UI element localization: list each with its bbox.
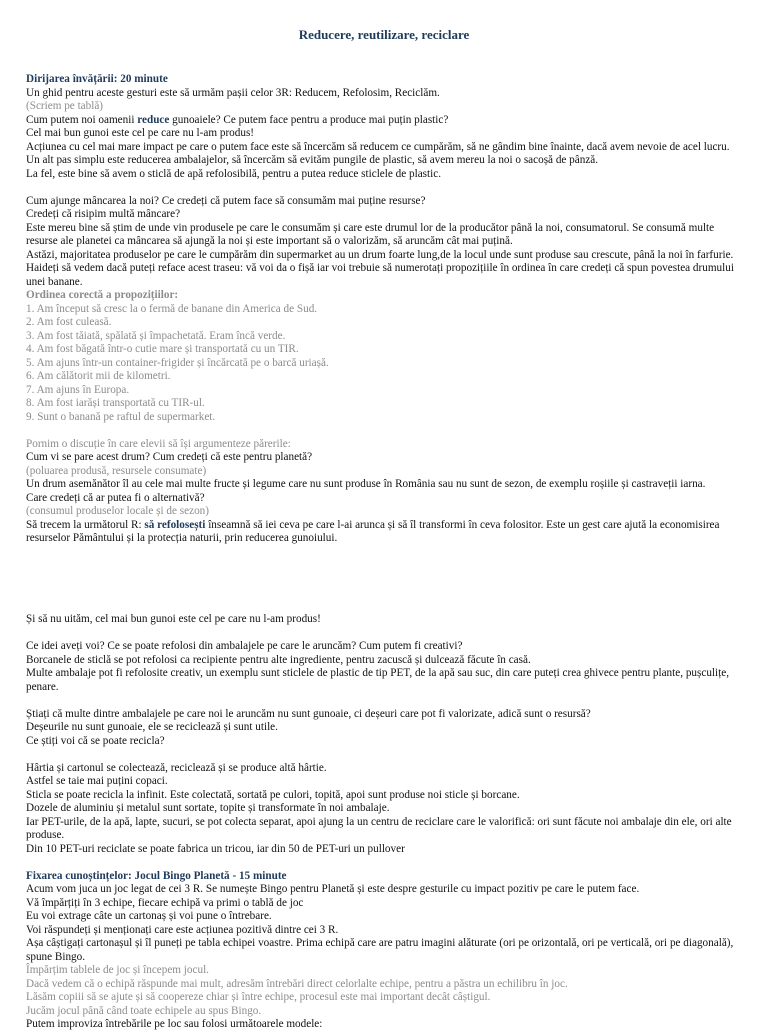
text-line: Deșeurile nu sunt gunoaie, ele se reciclează și sunt utile. <box>26 721 278 733</box>
text-part: Să trecem la următorul R: <box>26 518 145 531</box>
text-line: Borcanele de sticlă se pot refolosi ca recipiente pentru alte ingrediente, pentru zacuscă și dulcează făcute în casă. <box>26 653 531 666</box>
text-line: Dozele de aluminiu și metalul sunt sortate, topite și transformate în noi ambalaje. <box>26 802 390 814</box>
note-text: Împărțim tablele de joc și începem jocul. <box>26 964 209 976</box>
note-text: (consumul produselor locale și de sezon) <box>26 505 209 517</box>
text-line: Ce știți voi că se poate recicla? <box>26 734 165 747</box>
list-item: 7. Am ajuns în Europa. <box>26 383 130 396</box>
text-line: Un ghid pentru aceste gesturi este să urmăm pașii celor 3R: Reducem, Refolosim, Reciclăm. <box>26 86 440 99</box>
text-line: Putem improviza întrebările pe loc sau folosi următoarele modele: <box>26 1018 323 1030</box>
section-heading: Dirijarea învățării: 20 minute <box>26 73 168 85</box>
question-text: Credeți că risipim multă mâncare? <box>26 208 181 220</box>
note-text: (Scriem pe tablă) <box>26 100 104 112</box>
section-heading: Fixarea cunoștințelor: Jocul Bingo Planetă - 15 minute <box>26 869 287 882</box>
text-line: La fel, este bine să avem o sticlă de apă refolosibilă, pentru a putea reduce sticlele de plastic. <box>26 167 442 180</box>
text-line: Vă împărțiți în 3 echipe, fiecare echipă va primi o tablă de joc <box>26 896 304 909</box>
question-text: Cum ajunge mâncarea la noi? Ce credeți că putem face să consumăm mai puține resurse? <box>26 194 426 207</box>
list-item: 9. Sunt o banană pe raftul de supermarket. <box>26 410 216 423</box>
text-line: Iar PET-urile, de la apă, lapte, sucuri, se pot colecta separat, apoi ajung la un centru de reciclare care le valorifică: ori sunt făcute noi ambalaje din ele, ori alte produse. <box>26 815 732 841</box>
note-text: (poluarea produsă, resursele consumate) <box>26 464 207 477</box>
text-line: Un alt pas simplu este reducerea ambalajelor, să încercăm să evităm pungile de plastic, să avem mereu la noi o sacoșă de pânză. <box>26 154 599 166</box>
text-line: Așa câștigați cartonașul și îl puneți pe tabla echipei voastre. Prima echipă care are patru imagini alăturate (ori pe orizontală, ori pe verticală, ori pe diagonală), spune Bingo. <box>26 937 734 963</box>
text-line: Haideți să vedem dacă puteți reface acest traseu: vă voi da o fișă iar voi trebuie să numerotați propozițiile în ordinea în care credeți că spun povestea drumului unei banane. <box>26 262 734 288</box>
text-line: Acum vom juca un joc legat de cei 3 R. Se numește Bingo pentru Planetă și este despre gesturile cu impact pozitiv pe care le putem face. <box>26 883 640 895</box>
text-line: Din 10 PET-uri reciclate se poate fabrica un tricou, iar din 50 de PET-uri un pullover <box>26 842 405 855</box>
text-line: Un drum asemănător îl au cele mai multe fructe și legume care nu sunt produse în România sau nu sunt de sezon, de exemplu roșiile și castraveții iarna. <box>26 478 706 490</box>
text-line: Știați că multe dintre ambalajele pe care noi le aruncăm nu sunt gunoaie, ci deșeuri care pot fi valorizate, adică sunt o resursă? <box>26 707 591 720</box>
text-line: Astfel se taie mai puțini copaci. <box>26 775 168 787</box>
section-reuse-recycle <box>26 613 742 856</box>
text-line: Voi răspundeți și menționați care este acțiunea pozitivă dintre cei 3 R. <box>26 923 339 936</box>
list-item: 8. Am fost iarăși transportată cu TIR-ul. <box>26 397 205 409</box>
text-line <box>26 519 742 546</box>
order-heading: Ordinea corectă a propozițiilor: <box>26 289 179 301</box>
list-item: 5. Am ajuns într-un container-frigider și încărcată pe o barcă uriașă. <box>26 356 329 369</box>
keyword-reuse: să refolosești <box>144 518 206 531</box>
text-line: Hârtia și cartonul se colectează, reciclează și se produce altă hârtie. <box>26 761 327 774</box>
section-directing-learning <box>26 73 742 546</box>
list-item: 1. Am început să cresc la o fermă de banane din America de Sud. <box>26 302 318 315</box>
question-text <box>26 114 742 128</box>
text-line: Astăzi, majoritatea produselor pe care le cumpărăm din supermarket au un drum foarte lung,de la locul unde sunt produse sau crescute, până la noi în farfurie. <box>26 248 734 261</box>
section-bingo-game <box>26 870 742 1032</box>
text-line: Este mereu bine să știm de unde vin produsele pe care le consumăm și care este drumul lor de la producător până la noi, consumatorul. Se consumă multe resurse ale planetei ca mâncarea să ajungă la noi și este important să o valorizăm, să aruncăm cât mai puțină. <box>26 221 715 247</box>
text-line: Eu voi extrage câte un cartonaș și voi pune o întrebare. <box>26 910 272 922</box>
note-text: Dacă vedem că o echipă răspunde mai mult, adresăm întrebări direct celorlalte echipe, pentru a păstra un echilibru în joc. <box>26 977 568 990</box>
list-item: 2. Am fost culeasă. <box>26 316 112 328</box>
text-line: Sticla se poate recicla la infinit. Este colectată, sortată pe culori, topită, apoi sunt produse noi sticle și borcane. <box>26 788 520 801</box>
question-text: Care credeți că ar putea fi o alternativă? <box>26 491 205 504</box>
text-line: Multe ambalaje pot fi refolosite creativ, un exemplu sunt sticlele de plastic de tip PET, de la apă sau suc, din care puteți crea ghivece pentru plante, pușculițe, penare. <box>26 667 730 693</box>
list-item: 4. Am fost băgată într-o cutie mare și transportată cu un TIR. <box>26 343 299 355</box>
text-part: Cum putem noi oamenii <box>26 113 138 126</box>
question-text: Cum vi se pare acest drum? Cum credeți că este pentru planetă? <box>26 451 313 463</box>
keyword-reduce: reduce <box>137 113 170 126</box>
note-text: Lăsăm copiii să se ajute și să coopereze chiar și între echipe, procesul este mai important decât câștigul. <box>26 991 491 1003</box>
note-text: Pornim o discuție în care elevii să își argumenteze părerile: <box>26 437 291 450</box>
text-line: Și să nu uităm, cel mai bun gunoi este cel pe care nu l-am produs! <box>26 613 321 625</box>
document-title: Reducere, reutilizare, reciclare <box>298 27 470 42</box>
list-item: 3. Am fost tăiată, spălată și împachetată. Eram încă verde. <box>26 329 286 342</box>
text-line: Acțiunea cu cel mai mare impact pe care o putem face este să încercăm să reducem ce cumpărăm, să ne gândim bine înainte, dacă avem nevoie de acel lucru. <box>26 140 730 153</box>
order-list <box>26 303 742 425</box>
text-part: gunoaiele? Ce putem face pentru a produce mai puțin plastic? <box>169 113 449 126</box>
text-part: înseamnă să iei ceva pe care l-ai arunca și să îl transformi în ceva folositor. Este un gest care ajută la economisirea resurselor Pământului și la protecția naturii, prin reducerea gunoiului. <box>26 518 720 544</box>
text-line: Ce idei aveți voi? Ce se poate refolosi din ambalajele pe care le aruncăm? Cum putem fi creativi? <box>26 640 463 652</box>
text-line: Cel mai bun gunoi este cel pe care nu l-am produs! <box>26 127 255 139</box>
note-text: Jucăm jocul până când toate echipele au spus Bingo. <box>26 1004 262 1017</box>
list-item: 6. Am călătorit mii de kilometri. <box>26 370 171 382</box>
